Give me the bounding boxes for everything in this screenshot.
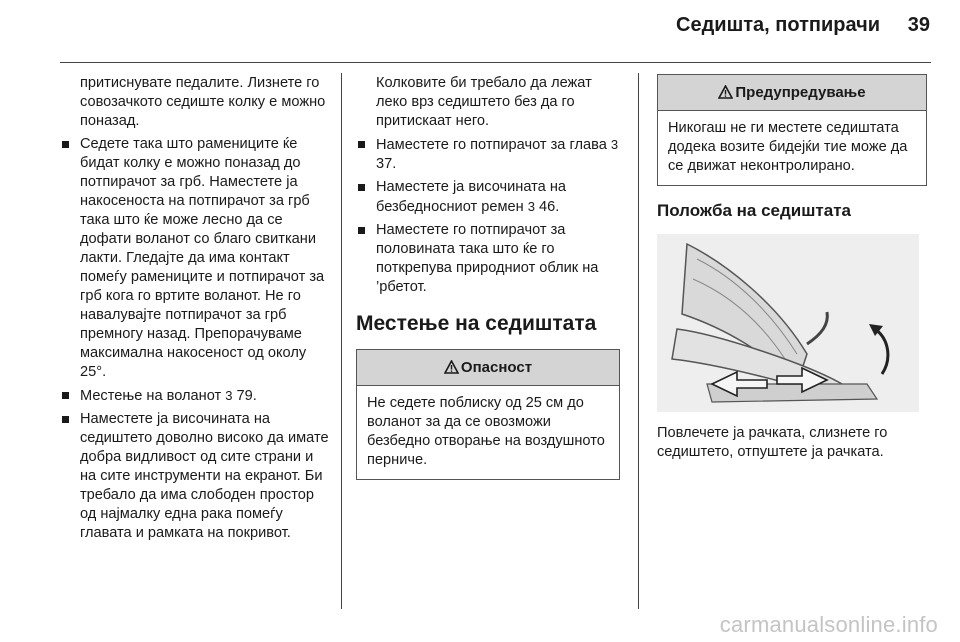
watermark: carmanualsonline.info — [719, 612, 938, 637]
bullet-square-icon — [358, 227, 365, 234]
column-divider-1 — [341, 73, 342, 609]
header-rule — [60, 62, 931, 63]
page-ref-arrow-icon: 3 — [225, 388, 233, 403]
list-item — [60, 386, 332, 406]
list-item — [60, 410, 332, 543]
list-item-text: Наместете ја височината на безбедносниот ремен — [376, 179, 566, 215]
col2-bullet-list — [356, 135, 620, 297]
danger-box-title: Опасност — [460, 359, 533, 376]
column-3 — [657, 74, 927, 462]
danger-box-text: Не седете поблиску од 25 см до воланот за да се овозможи безбедно отворање на воздушното перниче. — [367, 395, 605, 468]
danger-box — [356, 349, 620, 480]
bullet-square-icon — [358, 184, 365, 191]
warning-box — [657, 74, 927, 186]
page-ref[interactable]: 79. — [236, 388, 257, 404]
page-ref-arrow-icon: 3 — [527, 199, 535, 214]
list-item — [356, 221, 620, 297]
list-item-text: Наместете го потпирачот за половината така што ќе го поткрепува природниот облик на ’рбетот. — [376, 222, 599, 295]
seat-adjustment-illustration — [657, 234, 919, 412]
list-item-text: Седете така што рамениците ќе бидат колку е можно поназад до потпирачот за грб. Наместете ја накосеноста на потпирачот за грб така што ќе може лесно да се дофати воланот со благо свиткани лакти. Гледајте да има контакт помеѓу рамениците и потпирачот за грб кога го вртите воланот. Не го навалувајте потпирачот за грб премногу назад. Препорачуваме максимална накосеност од околу 25°. — [80, 136, 325, 380]
warning-box-title: Предупредување — [735, 84, 866, 101]
list-item — [60, 135, 332, 382]
bullet-square-icon — [62, 141, 69, 148]
warning-triangle-icon — [718, 85, 733, 99]
page-number: 39 — [907, 14, 930, 36]
col1-bullet-list — [60, 135, 332, 543]
warning-triangle-icon — [444, 360, 459, 374]
page-title: Седишта, потпирачи — [676, 14, 880, 36]
list-item-text: Местење на воланот — [80, 388, 222, 404]
page-ref[interactable]: 37. — [376, 156, 397, 172]
bullet-square-icon — [62, 416, 69, 423]
section-heading-seat-adjustment: Местење на седиштата — [356, 312, 597, 335]
list-item-text: Наместете го потпирачот за глава — [376, 137, 607, 153]
bullet-square-icon — [358, 141, 365, 148]
warning-box-header — [658, 75, 926, 111]
figure-caption: Повлечете ја рачката, слизнете го седиштето, отпуштете ја рачката. — [657, 425, 888, 460]
col1-intro: притиснувате педалите. Лизнете го совозачкото седиште колку е можно поназад. — [80, 75, 326, 129]
list-item-text: Наместете ја височината на седиштето доволно високо да имате добра видливост од сите страни и на сите инструменти на екранот. Би требало да има слободен простор од најмалку една рака помеѓу главата и рамката на покривот. — [80, 411, 329, 541]
page-ref[interactable]: 46. — [539, 199, 560, 215]
warning-box-text: Никогаш не ги местете седиштата додека возите бидејќи тие може да се движат неконтролирано. — [668, 120, 908, 174]
col2-intro: Колковите би требало да лежат леко врз седиштето без да го притискаат него. — [376, 75, 592, 129]
page-ref-arrow-icon: 3 — [610, 137, 619, 152]
seat-illustration-icon — [657, 234, 919, 412]
list-item — [356, 135, 620, 174]
column-1 — [60, 74, 332, 543]
bullet-square-icon — [62, 392, 69, 399]
danger-box-header — [357, 350, 619, 386]
section-heading-seat-position: Положба на седиштата — [657, 201, 851, 220]
column-2 — [356, 74, 620, 480]
list-item — [356, 178, 620, 217]
column-divider-2 — [638, 73, 639, 609]
